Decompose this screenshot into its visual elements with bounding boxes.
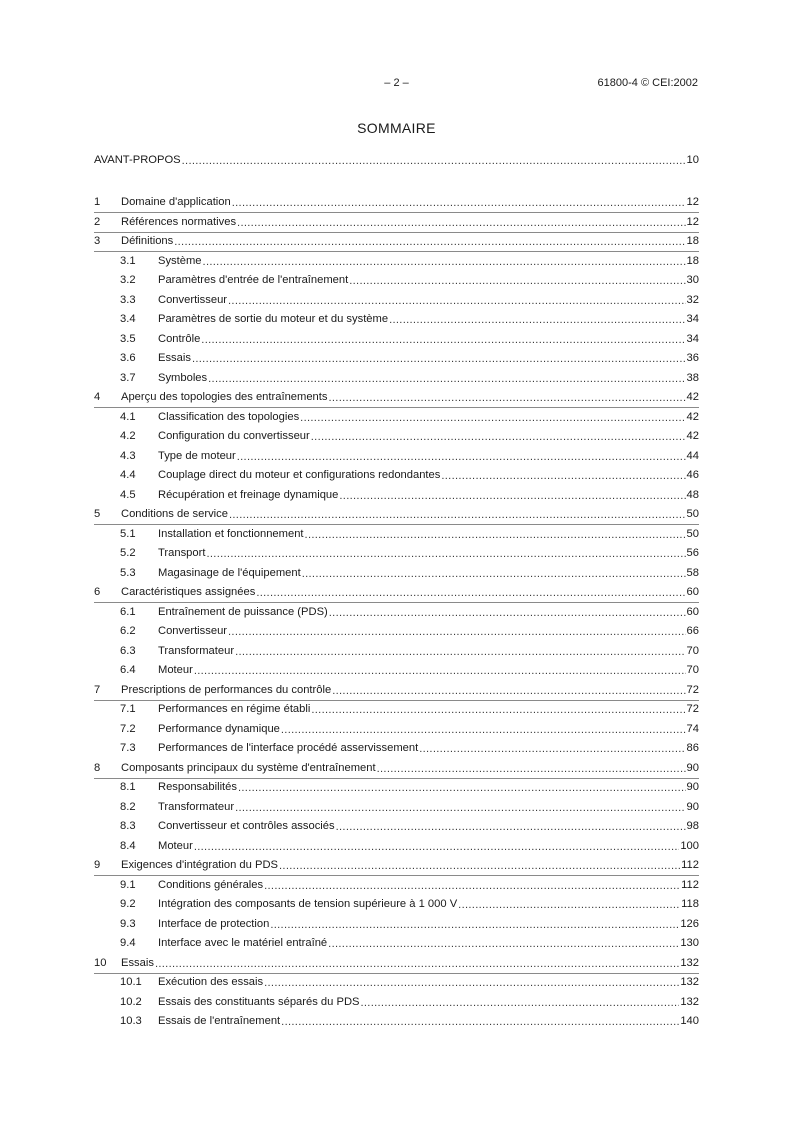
dot-leader <box>302 568 686 580</box>
toc-entry-number: 7.3 <box>120 742 136 755</box>
toc-entry-subclause[interactable] <box>94 934 699 954</box>
dot-leader <box>458 899 680 911</box>
dot-leader <box>300 412 685 424</box>
toc-entry-subclause[interactable] <box>94 544 699 564</box>
dot-leader <box>238 782 686 794</box>
toc-entry-page: 90 <box>686 761 699 774</box>
dot-leader <box>194 665 686 677</box>
toc-entry-page: 58 <box>686 566 699 579</box>
dot-leader <box>336 821 686 833</box>
toc-entry-title: Caractéristiques assignées <box>121 586 256 599</box>
toc-entry-title: Contrôle <box>158 332 201 345</box>
toc-entry-subclause[interactable] <box>94 875 699 895</box>
toc-entry-clause[interactable] <box>94 680 699 701</box>
toc-entry-title: Intégration des composants de tension supérieure à 1 000 V <box>158 898 458 911</box>
toc-entry-subclause[interactable] <box>94 836 699 856</box>
toc-entry-subclause[interactable] <box>94 407 699 427</box>
dot-leader <box>389 314 685 326</box>
toc-entry-page: 50 <box>686 527 699 540</box>
toc-entry-subclause[interactable] <box>94 310 699 330</box>
toc-entry-page: 70 <box>686 664 699 677</box>
toc-entry-subclause[interactable] <box>94 661 699 681</box>
toc-entry-title: Responsabilités <box>158 781 237 794</box>
dot-leader <box>328 938 679 950</box>
toc-entry-number: 8.2 <box>120 800 136 813</box>
toc-entry-title: Récupération et freinage dynamique <box>158 488 339 501</box>
toc-entry-page: 38 <box>686 371 699 384</box>
dot-leader <box>281 724 686 736</box>
dot-leader <box>264 880 680 892</box>
toc-entry-number: 9.4 <box>120 937 136 950</box>
toc-entry-subclause[interactable] <box>94 349 699 369</box>
toc-entry-number: 3.3 <box>120 293 136 306</box>
toc-entry-number: 4 <box>94 391 101 404</box>
toc-entry-subclause[interactable] <box>94 251 699 271</box>
dot-leader <box>264 977 679 989</box>
toc-entry-page: 132 <box>680 976 699 989</box>
dot-leader <box>332 685 685 697</box>
toc-entry-number: 5.3 <box>120 566 136 579</box>
toc-entry-title: Convertisseur et contrôles associés <box>158 820 335 833</box>
toc-entry-number: 6.1 <box>120 605 136 618</box>
toc-entry-subclause[interactable] <box>94 622 699 642</box>
dot-leader <box>349 275 685 287</box>
toc-entry-title: Essais <box>158 352 191 365</box>
toc-entry-title: Type de moteur <box>158 449 236 462</box>
toc-entry-page: 10 <box>686 153 699 166</box>
dot-leader <box>329 607 686 619</box>
toc-entry-title: Moteur <box>158 839 193 852</box>
toc-entry-subclause[interactable] <box>94 719 699 739</box>
toc-entry-page: 74 <box>686 722 699 735</box>
toc-entry-page: 132 <box>680 995 699 1008</box>
toc-entry-clause[interactable] <box>94 953 699 974</box>
toc-entry-title: Classification des topologies <box>158 410 300 423</box>
toc-entry-number: 7 <box>94 683 101 696</box>
toc-entry-page: 72 <box>686 683 699 696</box>
toc-entry-page: 66 <box>686 625 699 638</box>
toc-entry-title: Interface de protection <box>158 917 270 930</box>
dot-leader <box>281 1016 679 1028</box>
toc-entry-title: Essais de l'entraînement <box>158 1015 281 1028</box>
toc-entry-clause[interactable] <box>94 193 699 214</box>
toc-entry-title: Convertisseur <box>158 293 228 306</box>
toc-entry-subclause[interactable] <box>94 973 699 993</box>
toc-entry-title: Exigences d'intégration du PDS <box>121 859 278 872</box>
toc-entry-subclause[interactable] <box>94 797 699 817</box>
toc-entry-page: 36 <box>686 352 699 365</box>
dot-leader <box>311 704 685 716</box>
toc-entry-title: Essais <box>121 956 154 969</box>
toc-entry-number: 10.3 <box>120 1015 142 1028</box>
toc-entry-title: Système <box>158 254 202 267</box>
dot-leader <box>201 334 685 346</box>
toc-entry-page: 56 <box>686 547 699 560</box>
page-title: SOMMAIRE <box>357 120 436 136</box>
toc-entry-subclause[interactable] <box>94 446 699 466</box>
toc-entry-number: 4.3 <box>120 449 136 462</box>
toc-entry-subclause[interactable] <box>94 602 699 622</box>
toc-entry-number: 9.1 <box>120 878 136 891</box>
toc-entry-page: 118 <box>681 898 699 911</box>
toc-entry-page: 18 <box>686 254 699 267</box>
toc-entry-page: 100 <box>680 839 699 852</box>
dot-leader <box>419 743 685 755</box>
dot-leader <box>228 295 686 307</box>
dot-leader <box>229 509 686 521</box>
toc-entry-subclause[interactable] <box>94 992 699 1012</box>
toc-entry-number: 3.5 <box>120 332 136 345</box>
dot-leader <box>311 431 686 443</box>
toc-entry-page: 30 <box>686 274 699 287</box>
toc-entry-subclause[interactable] <box>94 485 699 505</box>
toc-entry-number: 3.1 <box>120 254 136 267</box>
toc-entry-title: Entraînement de puissance (PDS) <box>158 605 328 618</box>
toc-entry-title: Transformateur <box>158 800 235 813</box>
toc-entry-number: 6.4 <box>120 664 136 677</box>
toc-entry-page: 130 <box>680 937 699 950</box>
toc-entry-page: 46 <box>686 469 699 482</box>
toc-entry-number: 6.2 <box>120 625 136 638</box>
toc-entry-subclause[interactable] <box>94 700 699 720</box>
toc-entry-title: Installation et fonctionnement <box>158 527 304 540</box>
toc-entry-subclause[interactable] <box>94 778 699 798</box>
toc-entry-number: 8 <box>94 761 101 774</box>
toc-entry-page: 86 <box>686 742 699 755</box>
toc-entry-title: Symboles <box>158 371 208 384</box>
dot-leader <box>235 802 685 814</box>
toc-entry-subclause[interactable] <box>94 817 699 837</box>
toc-entry-number: 6.3 <box>120 644 136 657</box>
toc-entry-title: Prescriptions de performances du contrôle <box>121 683 332 696</box>
toc-entry-subclause[interactable] <box>94 641 699 661</box>
dot-leader <box>328 392 685 404</box>
dot-leader <box>232 197 686 209</box>
toc-entry-title: Configuration du convertisseur <box>158 430 310 443</box>
toc-entry-title: Aperçu des topologies des entraînements <box>121 391 328 404</box>
toc-entry-title: Magasinage de l'équipement <box>158 566 301 579</box>
toc-entry-title: Références normatives <box>121 215 237 228</box>
dot-leader <box>208 373 685 385</box>
document-reference: 61800-4 © CEI:2002 <box>597 77 698 89</box>
toc-entry-number: 5.2 <box>120 547 136 560</box>
toc-entry-number: 7.1 <box>120 703 136 716</box>
toc-entry-page: 44 <box>686 449 699 462</box>
toc-entry-page: 126 <box>680 917 699 930</box>
dot-leader <box>279 860 680 872</box>
toc-entry-subclause[interactable] <box>94 914 699 934</box>
dot-leader <box>270 919 679 931</box>
dot-leader <box>360 997 679 1009</box>
toc-entry-number: 1 <box>94 196 101 209</box>
toc-entry-title: Conditions générales <box>158 878 264 891</box>
toc-entry-title: Transformateur <box>158 644 235 657</box>
toc-entry-title: Définitions <box>121 235 174 248</box>
toc-entry-title: Performances de l'interface procédé asservissement <box>158 742 419 755</box>
toc-entry-page: 42 <box>686 410 699 423</box>
toc-entry-title: Performance dynamique <box>158 722 280 735</box>
toc-entry-page: 90 <box>686 800 699 813</box>
toc-entry-clause[interactable] <box>94 505 699 526</box>
dot-leader <box>206 548 685 560</box>
toc-entry-number: 5.1 <box>120 527 136 540</box>
dot-leader <box>235 646 685 658</box>
toc-entry-title: Composants principaux du système d'entraînement <box>121 761 376 774</box>
toc-entry-title: AVANT-PROPOS <box>94 153 181 166</box>
toc-entry-page: 34 <box>686 332 699 345</box>
toc-entry-page: 42 <box>686 391 699 404</box>
toc-entry-title: Exécution des essais <box>158 976 264 989</box>
dot-leader <box>377 763 686 775</box>
toc-entry-subclause[interactable] <box>94 895 699 915</box>
dot-leader <box>203 256 686 268</box>
toc-entry-number: 4.4 <box>120 469 136 482</box>
toc-entry-number: 3.4 <box>120 313 136 326</box>
toc-entry-page: 70 <box>686 644 699 657</box>
toc-entry-page: 132 <box>680 956 699 969</box>
toc-entry-page: 90 <box>686 781 699 794</box>
dot-leader <box>237 451 686 463</box>
toc-entry-subclause[interactable] <box>94 1012 699 1032</box>
toc-entry-clause[interactable] <box>94 232 699 253</box>
page-number: – 2 – <box>384 77 409 89</box>
toc-entry-subclause[interactable] <box>94 739 699 759</box>
toc-entry-title: Convertisseur <box>158 625 228 638</box>
toc-entry-page: 42 <box>686 430 699 443</box>
toc-entry-subclause[interactable] <box>94 563 699 583</box>
dot-leader <box>192 353 686 365</box>
dot-leader <box>237 217 686 229</box>
toc-entry-title: Interface avec le matériel entraîné <box>158 937 328 950</box>
toc-entry-clause[interactable] <box>94 212 699 233</box>
toc-entry-title: Essais des constituants séparés du PDS <box>158 995 360 1008</box>
toc-entry-number: 5 <box>94 508 101 521</box>
toc-entry-page: 60 <box>686 586 699 599</box>
toc-entry-number: 4.2 <box>120 430 136 443</box>
toc-entry-title: Domaine d'application <box>121 196 231 209</box>
toc-entry-subclause[interactable] <box>94 427 699 447</box>
toc-entry-number: 9.2 <box>120 898 136 911</box>
dot-leader <box>441 470 685 482</box>
toc-entry-title: Paramètres d'entrée de l'entraînement <box>158 274 349 287</box>
toc-entry-number: 4.5 <box>120 488 136 501</box>
toc-entry-page: 12 <box>686 196 699 209</box>
toc-entry-number: 8.3 <box>120 820 136 833</box>
toc-entry-number: 3 <box>94 235 101 248</box>
toc-entry-title: Transport <box>158 547 206 560</box>
toc-entry-clause[interactable] <box>94 388 699 409</box>
dot-leader <box>182 155 686 167</box>
toc-entry-page: 48 <box>686 488 699 501</box>
toc-entry-clause[interactable] <box>94 856 699 877</box>
dot-leader <box>305 529 686 541</box>
toc-entry-number: 3.2 <box>120 274 136 287</box>
toc-entry-page: 72 <box>686 703 699 716</box>
toc-entry-title: Conditions de service <box>121 508 228 521</box>
toc-entry-page: 50 <box>686 508 699 521</box>
toc-entry-number: 9.3 <box>120 917 136 930</box>
toc-entry-number: 8.4 <box>120 839 136 852</box>
toc-entry-title: Performances en régime établi <box>158 703 311 716</box>
toc-entry-foreword[interactable] <box>94 150 699 170</box>
toc-entry-page: 112 <box>681 859 699 872</box>
toc-entry-title: Moteur <box>158 664 193 677</box>
toc-entry-subclause[interactable] <box>94 290 699 310</box>
toc-entry-number: 9 <box>94 859 101 872</box>
toc-entry-number: 4.1 <box>120 410 136 423</box>
toc-entry-number: 3.6 <box>120 352 136 365</box>
dot-leader <box>174 236 685 248</box>
dot-leader <box>194 841 680 853</box>
toc-entry-page: 12 <box>686 215 699 228</box>
toc-entry-subclause[interactable] <box>94 524 699 544</box>
toc-entry-number: 10 <box>94 956 107 969</box>
toc-entry-clause[interactable] <box>94 583 699 604</box>
toc-entry-subclause[interactable] <box>94 466 699 486</box>
toc-entry-subclause[interactable] <box>94 368 699 388</box>
dot-leader <box>256 587 685 599</box>
toc-entry-number: 7.2 <box>120 722 136 735</box>
dot-leader <box>339 490 685 502</box>
toc-entry-number: 8.1 <box>120 781 136 794</box>
toc-entry-number: 6 <box>94 586 101 599</box>
toc-entry-page: 140 <box>680 1015 699 1028</box>
toc-entry-title: Couplage direct du moteur et configurations redondantes <box>158 469 441 482</box>
toc-entry-number: 2 <box>94 215 101 228</box>
toc-entry-subclause[interactable] <box>94 271 699 291</box>
toc-entry-page: 98 <box>686 820 699 833</box>
toc-entry-number: 3.7 <box>120 371 136 384</box>
toc-entry-clause[interactable] <box>94 758 699 779</box>
toc-entry-page: 18 <box>686 235 699 248</box>
dot-leader <box>228 626 686 638</box>
toc-entry-page: 34 <box>686 313 699 326</box>
toc-entry-number: 10.1 <box>120 976 142 989</box>
toc-entry-number: 10.2 <box>120 995 142 1008</box>
dot-leader <box>155 958 679 970</box>
toc-entry-subclause[interactable] <box>94 329 699 349</box>
toc-entry-title: Paramètres de sortie du moteur et du système <box>158 313 389 326</box>
toc-entry-page: 32 <box>686 293 699 306</box>
toc-entry-page: 112 <box>681 878 699 891</box>
toc-entry-page: 60 <box>686 605 699 618</box>
